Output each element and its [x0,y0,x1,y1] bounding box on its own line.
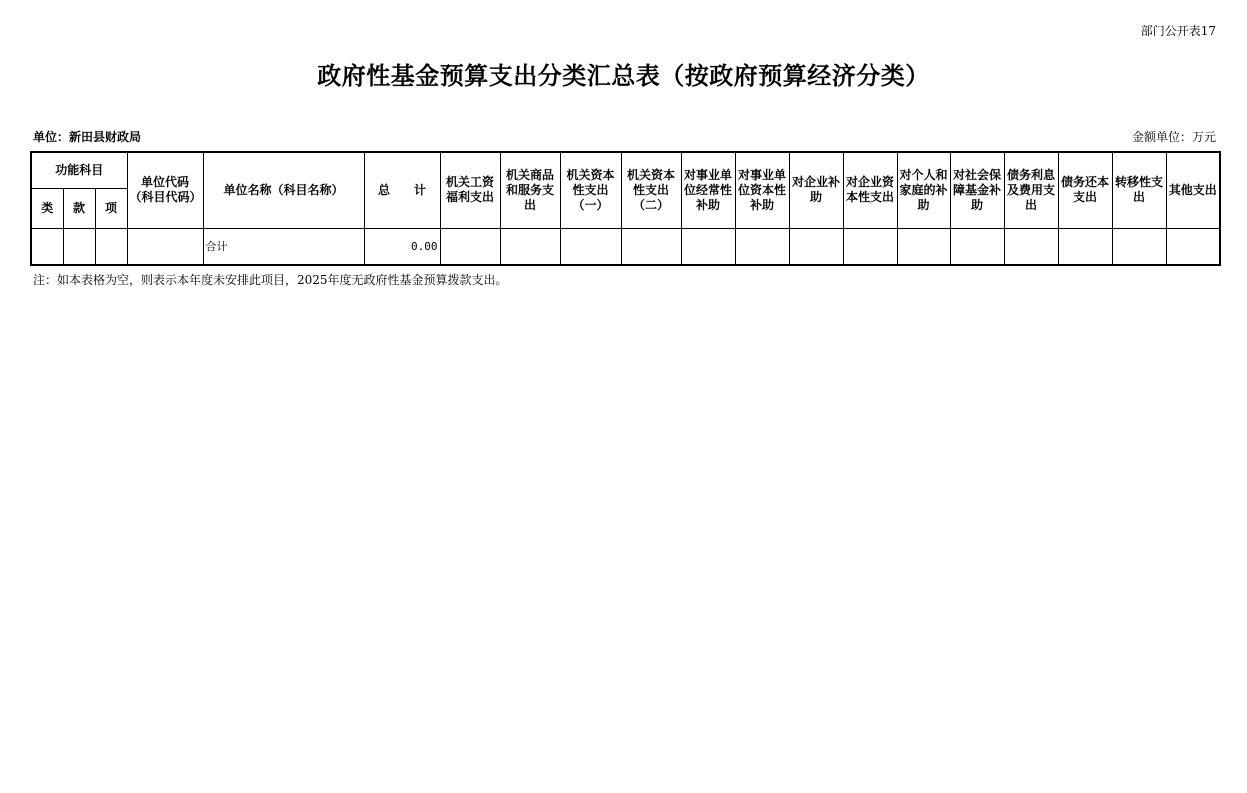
amount-unit: 金额单位：万元 [1131,130,1216,144]
header-goods-services: 机关商品和服务支出 [500,152,560,228]
cell-staff-welfare [440,228,500,265]
header-total: 总 计 [364,152,440,228]
header-transfer: 转移性支出 [1112,152,1166,228]
header-category-xiang: 项 [95,188,127,228]
cell-unit-name: 合计 [203,228,364,265]
cell-transfer [1112,228,1166,265]
header-debt-principal: 债务还本支出 [1058,152,1112,228]
cell-goods-services [500,228,560,265]
cell-xiang [95,228,127,265]
reporting-unit: 单位：新田县财政局 [33,130,142,144]
budget-table [30,151,1221,266]
footnote: 注：如本表格为空，则表示本年度未安排此项目，2025年度无政府性基金预算拨款支出。 [33,273,508,287]
cell-kuan [63,228,95,265]
header-social-security-subsidy: 对社会保障基金补助 [950,152,1004,228]
cell-institution-capital-subsidy [735,228,789,265]
header-unit-name: 单位名称（科目名称） [203,152,364,228]
cell-enterprise-subsidy [789,228,843,265]
cell-enterprise-capital [843,228,897,265]
page-title: 政府性基金预算支出分类汇总表（按政府预算经济分类） [317,61,930,90]
header-category-lei: 类 [31,188,63,228]
header-capital-one: 机关资本性支出（一） [560,152,621,228]
header-household-subsidy: 对个人和家庭的补助 [897,152,950,228]
cell-household-subsidy [897,228,950,265]
cell-debt-interest [1004,228,1058,265]
header-staff-welfare: 机关工资福利支出 [440,152,500,228]
header-other: 其他支出 [1166,152,1220,228]
header-debt-interest: 债务利息及费用支出 [1004,152,1058,228]
header-unit-code: 单位代码（科目代码） [127,152,203,228]
cell-other [1166,228,1220,265]
table-number-label: 部门公开表17 [1140,24,1216,38]
cell-institution-recurrent-subsidy [681,228,735,265]
cell-capital-two [621,228,681,265]
cell-total: 0.00 [364,228,440,265]
header-category-kuan: 款 [63,188,95,228]
cell-unit-code [127,228,203,265]
header-function-subject: 功能科目 [31,152,127,188]
header-capital-two: 机关资本性支出（二） [621,152,681,228]
cell-social-security-subsidy [950,228,1004,265]
header-enterprise-capital: 对企业资本性支出 [843,152,897,228]
cell-lei [31,228,63,265]
cell-capital-one [560,228,621,265]
header-enterprise-subsidy: 对企业补助 [789,152,843,228]
header-institution-recurrent-subsidy: 对事业单位经常性补助 [681,152,735,228]
table-row [31,228,1220,265]
cell-debt-principal [1058,228,1112,265]
header-institution-capital-subsidy: 对事业单位资本性补助 [735,152,789,228]
